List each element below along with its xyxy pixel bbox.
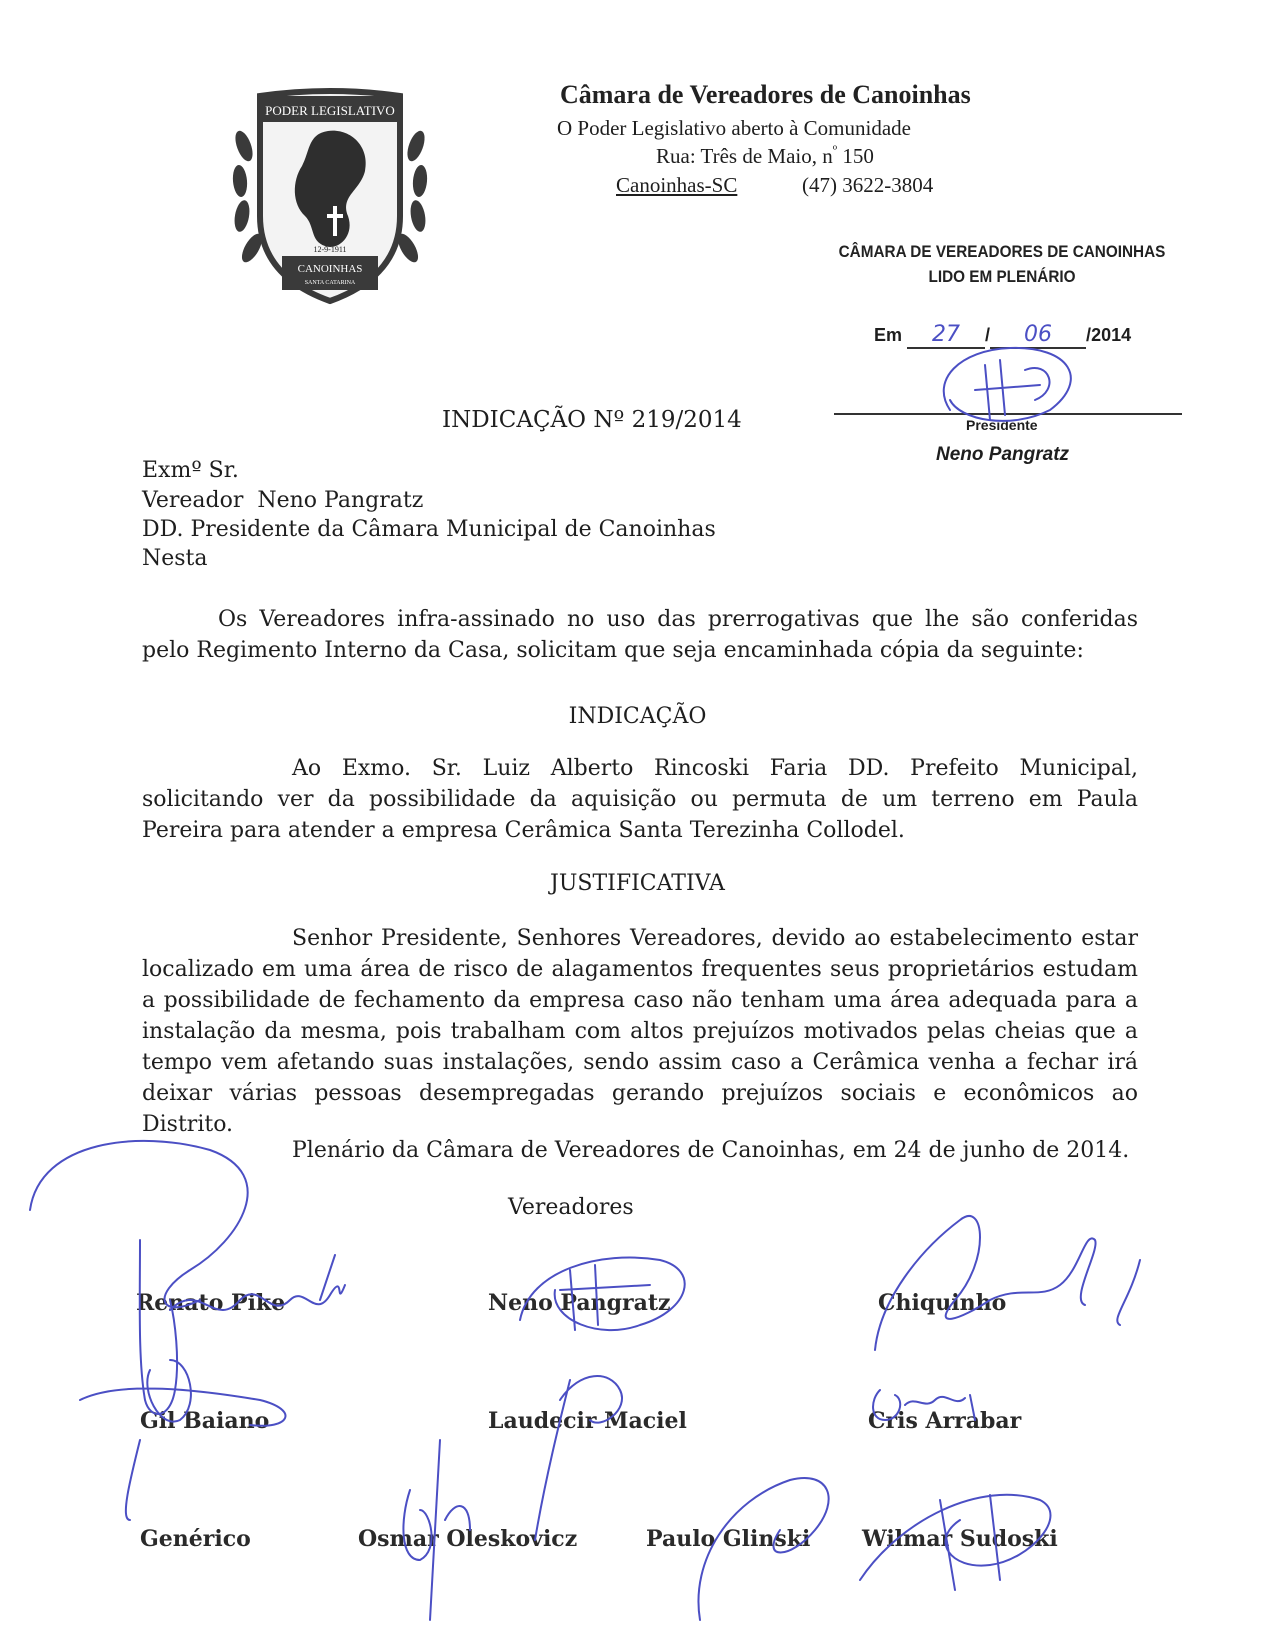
closing-line: Plenário da Câmara de Vereadores de Canoinhas, em 24 de junho de 2014. [292, 1138, 1130, 1163]
address-ordinal: º [832, 144, 838, 159]
addressee-location: Nesta [142, 546, 208, 571]
stamp-date: Em 27 / 06 /2014 [874, 322, 1132, 347]
stamp-role: Presidente [966, 417, 1038, 433]
justification-paragraph: Senhor Presidente, Senhores Vereadores, devido ao estabelecimento estar localizado em uma área de risco de alagamentos frequentes seus proprietários estudam a possibilidade de fechamento da empresa caso não tenham uma área adequada para a instalação da mesma, pois trabalham com altos prejuízos motivados pelas cheias que a tempo vem afetando suas instalações, sendo assim caso a Cerâmica venha a fechar irá deixar várias pessoas desempregadas gerando prejuízos sociais e econômicos ao Distrito. [142, 926, 1138, 1137]
signatory-name: Chiquinho [878, 1290, 1007, 1316]
intro-paragraph: Os Vereadores infra-assinado no uso das prerrogativas que lhe são conferidas pelo Regimento Interno da Casa, solicitam que seja encaminhada cópia da seguinte: [142, 607, 1138, 663]
signatory-name: Wilmar Sudoski [862, 1526, 1058, 1552]
logo-date-text: 12-9-1911 [313, 245, 347, 254]
organization-motto: O Poder Legislativo aberto à Comunidade [557, 116, 911, 140]
signatory-name: Gil Baiano [140, 1408, 270, 1434]
organization-address [656, 144, 874, 169]
organization-city: Canoinhas-SC [616, 173, 738, 197]
addressee-title: DD. Presidente da Câmara Municipal de Canoinhas [142, 517, 716, 542]
organization-name: Câmara de Vereadores de Canoinhas [560, 80, 971, 109]
addressee-salutation: Exmº Sr. [142, 458, 239, 483]
logo-city-text: CANOINHAS [297, 263, 363, 275]
stamp-date-month: 06 [990, 322, 1086, 349]
signatories-heading: Vereadores [508, 1195, 634, 1220]
indication-paragraph: Ao Exmo. Sr. Luiz Alberto Rincoski Faria DD. Prefeito Municipal, solicitando ver da possibilidade da aquisição ou permuta de um terreno em Paula Pereira para atender a empresa Cerâmica Santa Terezinha Collodel. [142, 756, 1138, 843]
stamp-subtitle: LIDO EM PLENÁRIO [928, 267, 1076, 286]
stamp-date-year: 2014 [1091, 325, 1132, 345]
stamp-title: CÂMARA DE VEREADORES DE CANOINHAS [838, 242, 1166, 261]
stamp-name: Neno Pangratz [936, 444, 1070, 465]
signatory-name: Cris Arrabar [868, 1408, 1022, 1434]
signatory-name: Renato Pike [136, 1290, 286, 1316]
stamp-date-prefix: Em [874, 325, 903, 345]
signatory-name: Laudecir Maciel [488, 1408, 687, 1434]
signatory-name: Neno Pangratz [488, 1290, 671, 1316]
stamp-date-day: 27 [907, 322, 985, 349]
signatory-name: Paulo Glinski [646, 1526, 811, 1552]
address-number: 150 [837, 144, 874, 168]
logo-banner-text: PODER LEGISLATIVO [265, 103, 395, 118]
indication-heading: INDICAÇÃO [568, 704, 707, 729]
organization-phone: (47) 3622-3804 [802, 173, 934, 197]
stamp-signature-line [834, 413, 1182, 415]
camara-coat-of-arms-logo [230, 86, 430, 306]
signatory-name: Genérico [140, 1526, 251, 1552]
addressee-name: Vereador Neno Pangratz [142, 488, 424, 513]
logo-state-text: SANTA CATARINA [304, 280, 356, 286]
document-number: INDICAÇÃO Nº 219/2014 [442, 407, 742, 433]
address-street: Rua: Três de Maio, n [656, 144, 833, 168]
signatory-name: Osmar Oleskovicz [358, 1526, 578, 1552]
justification-heading: JUSTIFICATIVA [550, 871, 725, 896]
